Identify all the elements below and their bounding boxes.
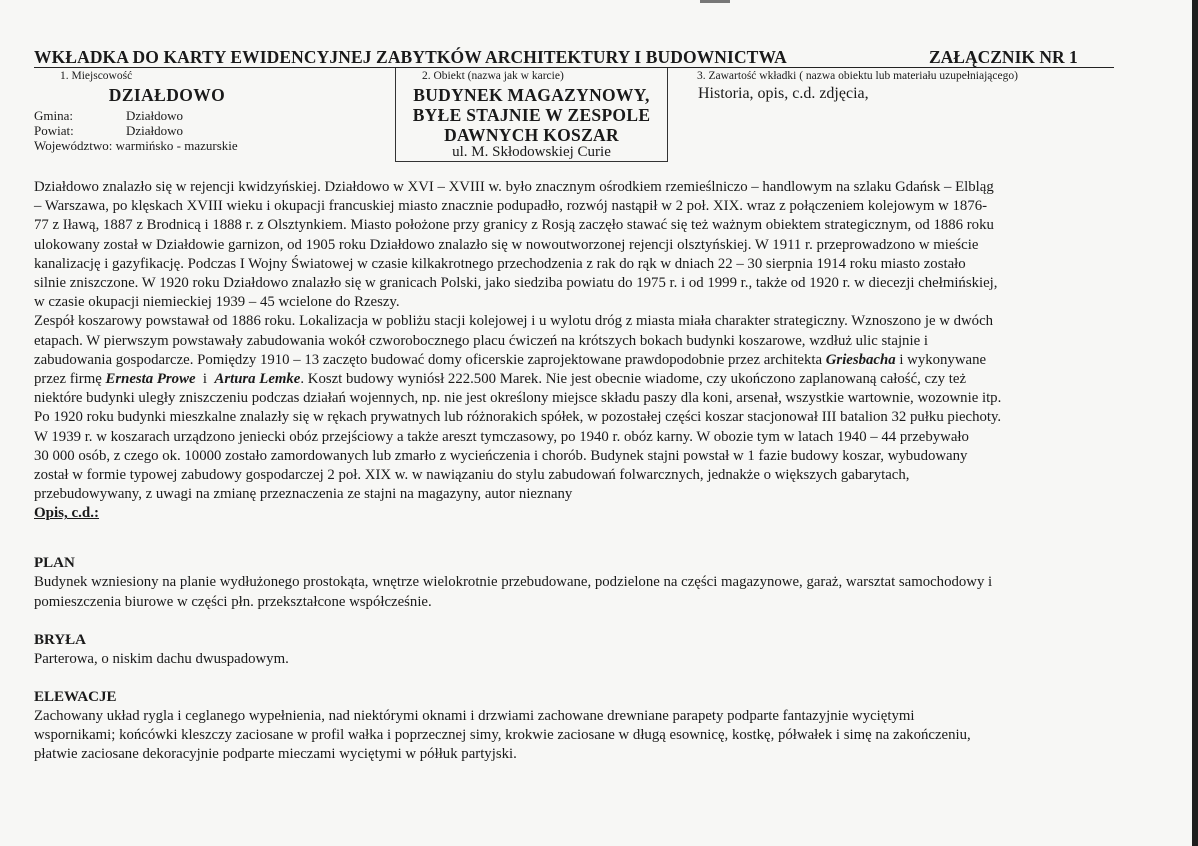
powiat-value: Działdowo xyxy=(126,123,184,138)
text-line: został w formie typowej zabudowy gospodarczej 2 poł. XIX w. w nawiązaniu do stylu zabudowań folwarcznych, jednakże o większych gabarytach, xyxy=(34,467,910,484)
text-line: etapach. W pierwszym powstawały zabudowania wokół czworobocznego placu ćwiczeń na krótszych bokach budynki koszarowe, wzdłuż ulic stajnie i xyxy=(34,332,928,349)
elewacje-section xyxy=(34,688,1159,765)
text-span: i xyxy=(202,371,208,388)
architect-name: Griesbacha xyxy=(825,351,896,368)
opis-heading: Opis, c.d.: xyxy=(34,505,100,522)
powiat-row xyxy=(34,123,183,139)
text-line xyxy=(34,351,1159,370)
text-line: ulokowany został w Działdowie garnizon, od 1905 roku Działdowo znalazło się w nowoutworzonej rejencji olsztyńskiej. W 1911 r. przeprowadzono w mieście xyxy=(34,236,979,253)
place-name: DZIAŁDOWO xyxy=(108,85,226,105)
bryla-section xyxy=(34,631,1159,669)
text-line: kanalizację i gazyfikację. Podczas I Wojny Światowej w czasie kilkakrotnego przechodzenia z rak do rąk w dniach 22 – 30 sierpnia 1914 roku miasto zostało xyxy=(34,255,966,272)
text-line: wspornikami; końcówki kleszczy zaciosane w profil wałka i poprzecznej simy, krokwie zaciosane w długą esownicę, kostkę, półwałek i simę na zakończeniu, xyxy=(34,727,971,744)
content-value: Historia, opis, c.d. zdjęcia, xyxy=(698,85,869,102)
text-span: przez firmę xyxy=(34,371,102,388)
text-line: Działdowo znalazło się w rejencji kwidzyńskiej. Działdowo w XVI – XVIII w. było znacznym ośrodkiem rzemieślniczo – handlowym na szlaku Gdańsk – Elbląg xyxy=(34,179,994,195)
object-name-line: DAWNYCH KOSZAR xyxy=(444,125,619,145)
text-line: płatwie zaciosane dekoracyjnie podparte mieczami wyciętymi w półłuk partyjski. xyxy=(34,746,517,763)
text-line: 30 000 osób, z czego ok. 10000 zostało zamordowanych lub zmarło z wycieńczenia i chorób. Budynek stajni powstał w 1 fazie budowy koszar, wybudowany xyxy=(34,447,968,464)
plan-section xyxy=(34,554,1159,611)
section-heading: ELEWACJE xyxy=(34,689,117,706)
object-address: ul. M. Skłodowskiej Curie xyxy=(452,144,611,160)
gmina-row xyxy=(34,108,183,124)
text-line xyxy=(34,370,1159,389)
document-body xyxy=(34,178,1159,765)
document-title: WKŁADKA DO KARTY EWIDENCYJNEJ ZABYTKÓW ARCHITEKTURY I BUDOWNICTWA xyxy=(34,47,787,67)
text-line: silnie zniszczone. W 1920 roku Działdowo znalazło się w granicach Polski, jako siedziba powiatu do 1975 r. i od 1999 r., także od 1920 r. w diecezji chełmińskiej, xyxy=(34,275,998,292)
annex-number: ZAŁĄCZNIK NR 1 xyxy=(929,47,1078,67)
section-heading: BRYŁA xyxy=(34,631,86,648)
text-line: przebudowywany, z uwagi na zmianę przeznaczenia ze stajni na magazyny, autor nieznany xyxy=(34,486,573,503)
powiat-label: Powiat: xyxy=(34,123,74,138)
text-line: 77 z Iławą, 1887 z Brodnicą i 1888 r. z Olsztynkiem. Miasto położone przy granicy z Rosją zaczęło stawać się też ważnym obiektem strategicznym, od 1886 roku xyxy=(34,217,994,234)
place-cell xyxy=(34,68,394,161)
history-section xyxy=(34,178,1159,504)
text-span: i wykonywane xyxy=(899,351,987,368)
gmina-label: Gmina: xyxy=(34,108,73,123)
object-name-line: BUDYNEK MAGAZYNOWY, xyxy=(413,85,650,105)
scan-mark xyxy=(700,0,730,3)
text-line: w czasie okupacji niemieckiej 1939 – 45 wcielone do Rzeszy. xyxy=(34,294,400,311)
object-name xyxy=(396,85,667,145)
content-cell xyxy=(667,68,1114,161)
text-line: Parterowa, o niskim dachu dwuspadowym. xyxy=(34,650,289,667)
company-name: Ernesta Prowe xyxy=(105,371,196,388)
text-line: niektóre budynki uległy zniszczeniu podczas działań wojennych, np. nie jest określony miejsce składu paszy dla koni, arsenał, wszystkie wartownie, wozownie itp. xyxy=(34,390,1002,407)
scan-edge xyxy=(1192,0,1198,846)
woj-label: Województwo: xyxy=(34,138,113,153)
text-line: Po 1920 roku budynki mieszkalne znalazły się w rękach prywatnych lub różnorakich spółek, w pozostałej części koszar stacjonował III batalion 32 pułku piechoty. xyxy=(34,409,1002,426)
place-label: 1. Miejscowość xyxy=(60,70,133,82)
text-span: zabudowania gospodarcze. Pomiędzy 1910 – 13 zaczęto budować domy oficerskie zaprojektowane prawdopodobnie przez architekta xyxy=(34,351,823,368)
text-line: W 1939 r. w koszarach urządzono jeniecki obóz przejściowy a także areszt tymczasowy, po 1940 r. obóz karny. W obozie tym w latach 1940 – 44 przebywało xyxy=(34,428,969,445)
section-heading: PLAN xyxy=(34,555,75,572)
text-line: pomieszczenia biurowe w części płn. przekształcone współcześnie. xyxy=(34,593,432,610)
text-line: Zespół koszarowy powstawał od 1886 roku. Lokalizacja w pobliżu stacji kolejowej i u wylotu dróg z miasta miała charakter strategiczny. Wznoszono je w dwóch xyxy=(34,313,994,330)
text-line: – Warszawa, po klęskach XVIII wieku i okupacji francuskiej miasto znacznie podupadło, rozwój nastąpił w 2 poł. XIX. wraz z połączeniem kolejowym w 1876- xyxy=(34,198,988,215)
text-span: . Koszt budowy wyniósł 222.500 Marek. Nie jest obecnie wiadome, czy ukończono zaplanowaną całość, czy też xyxy=(300,371,967,388)
woj-row xyxy=(34,138,238,154)
object-name-line: BYŁE STAJNIE W ZESPOLE xyxy=(412,105,651,125)
company-name: Artura Lemke xyxy=(214,371,301,388)
object-cell xyxy=(395,68,668,162)
header xyxy=(34,47,1114,69)
content-label: 3. Zawartość wkładki ( nazwa obiektu lub materiału uzupełniającego) xyxy=(697,70,1018,82)
object-label: 2. Obiekt (nazwa jak w karcie) xyxy=(422,70,564,82)
woj-value: warmińsko - mazurskie xyxy=(115,138,238,153)
text-line: Zachowany układ rygla i ceglanego wypełnienia, nad niektórymi oknami i drzwiami zachowane drewniane parapety podparte fantazyjnie wyciętymi xyxy=(34,708,915,725)
gmina-value: Działdowo xyxy=(126,108,184,123)
text-line: Budynek wzniesiony na planie wydłużonego prostokąta, wnętrze wielokrotnie przebudowane, podzielone na części magazynowe, garaż, warsztat samochodowy i xyxy=(34,574,993,591)
